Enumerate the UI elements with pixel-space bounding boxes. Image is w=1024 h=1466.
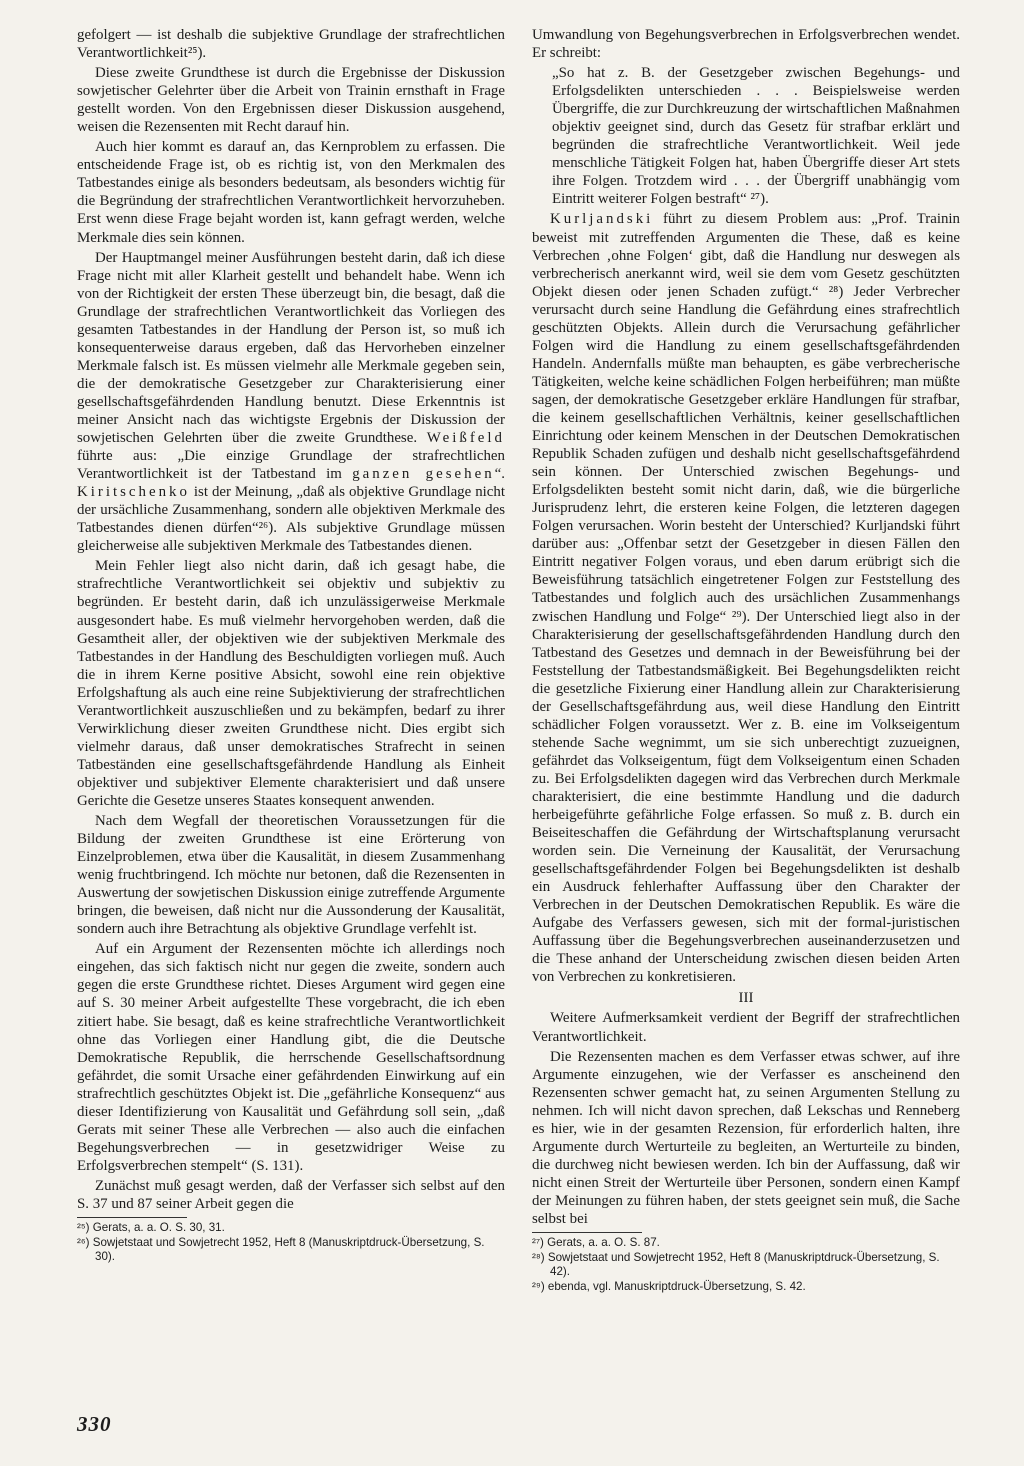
author-name-weissfeld: Weißfeld [426, 430, 505, 447]
footnote: ²⁹) ebenda, vgl. Manuskriptdruck-Übersetzung, S. 42. [532, 1279, 806, 1293]
footnotes-left [77, 1221, 505, 1265]
emphasis: ganzen gesehen [352, 466, 495, 483]
quote-end: “. [494, 466, 505, 483]
section-heading: III [738, 990, 754, 1007]
page-number: 330 [77, 1412, 112, 1436]
paragraph: Die Rezensenten machen es dem Verfasser etwas schwer, auf ihre Argumente einzugehen, wie der Verfasser es anscheinend den Rezensenten schwer gemacht hat, zu seinen Argumenten Stellung zu nehmen. Ich will nicht davon sprechen, daß Lekschas und Renneberg es hier, wie in der gesamten Rezension, für erforderlich halten, ihre Argumente durch Werturteile zu begleiten, an Werturteile zu binden, die durchweg nicht bewiesen werden. Ich bin der Auffassung, daß wir nicht einen Streit der Werturteile über Personen, sondern einen Kampf der Meinungen zu führen haben, der stets geeignet sein muß, die Sache selbst bei [532, 1048, 960, 1227]
footnote: ²⁵) Gerats, a. a. O. S. 30, 31. [77, 1221, 225, 1235]
footnote: ²⁷) Gerats, a. a. O. S. 87. [532, 1236, 660, 1250]
paragraph: Zunächst muß gesagt werden, daß der Verfasser sich selbst auf den S. 37 und 87 seiner Arbeit gegen die [77, 1177, 505, 1212]
kiritschenko-quote: ist der Meinung, „daß als objektive Grundlage nicht der ursächliche Zusammenhang, sondern alle objektiven Merkmale des Tatbestandes dienen dürfen“²⁶). Als subjektive Grundlage müssen gleicherweise alle subjektiven Merkmale des Tatbestandes dienen. [77, 484, 505, 555]
paragraph: Weitere Aufmerksamkeit verdient der Begriff der strafrechtlichen Verantwortlichkeit. [532, 1010, 960, 1045]
paragraph: Diese zweite Grundthese ist durch die Ergebnisse der Diskussion sowjetischer Gelehrter über die Arbeit von Trainin ernsthaft in Frage gestellt worden. Von den Ergebnissen dieser Diskussion ausgehend, weisen die Rezensenten mit Recht darauf hin. [77, 65, 505, 136]
footnote-divider [77, 1217, 187, 1218]
paragraph-text: führt zu diesem Problem aus: „Prof. Trainin beweist mit zutreffenden Argumenten die These, daß es keine Verbrechen ‚ohne Folgen‘ gibt, daß die Handlung nur deswegen als verbrecherisch anerkannt wird, weil sie dem vom Gesetz geschützten Objekt diesen oder jenen Schaden zufügt.“ ²⁸) Jeder Verbrecher verursacht durch seine Handlung die Gefährdung eines strafrechtlich geschützten Objekts. Allein durch die Verursachung gefährlicher Folgen wird die Handlung zu einem gesellschaftsgefährdenden Handeln. Andernfalls müßte man behaupten, es gäbe verbrecherische Tätigkeiten, welche keine schädlichen Folgen herbeiführen; man müßte sagen, der demokratische Gesetzgeber erkläre Handlungen für strafbar, die keinem gesellschaftlichen Verhältnis, keiner gesellschaftlichen Einrichtung oder keinem Menschen in der Deutschen Demokratischen Republik Schaden zufügen und deshalb nicht gesellschaftsgefährdend sein können. Der Unterschied zwischen Begehungs- und Erfolgsdelikten besteht somit nicht darin, daß, wie die bürgerliche Jurisprudenz lehrt, die ersteren keine Folgen, die letzteren dagegen Folgen verursachen. Worin besteht der Unterschied? Kurljandski führt darüber aus: „Offenbar setzt der Gesetzgeber in diesen Fällen den Eintritt negativer Folgen voraus, und eben darum erübrigt sich die Beweisführung tatsächlich eingetretener Folgen zur Feststellung des Tatbestandes und folglich auch des ursächlichen Zusammenhangs zwischen Handlung und Folge“ ²⁹). Der Unterschied liegt also in der Charakterisierung der gesellschaftsgefährdenden Handlung durch den Tatbestand des Gesetzes und demnach in der Beweisführung bei der Feststellung der Tatbestandsmäßigkeit. Bei Begehungsdelikten reicht die gesetzliche Fixierung einer Handlung allein zur Charakterisierung der Gesellschaftsgefährdung aus, weil diese Handlung den Eintritt schädlicher Folgen voraussetzt. Wer z. B. eine im Volkseigentum stehende Sache wegnimmt, um sie sich unberechtigt zuzueignen, gefährdet das Volkseigentum, fügt dem Volkseigentum einen Schaden zu. Bei Erfolgsdelikten dagegen wird das Verbrechen durch Merkmale charakterisiert, die eine bestimmte Handlung und die dadurch herbeigeführte gefährliche Folge erfassen. So muß z. B. durch ein Beiseiteschaffen die Gefährdung der Wirtschaftsplanung verursacht worden sein. Die Verneinung der Kausalität, der Verursachung gesellschaftsgefährdender Folgen bei Begehungsdelikten ist deshalb ein Ausdruck fehlerhafter Auffassung über den Charakter der Verbrechen in der Deutschen Demokratischen Republik. Es wäre die Aufgabe des Verfassers gewesen, sich mit der formal-juristischen Auffassung über die Begehungsverbrechen auseinanderzusetzen und die These anhand der Unterscheidung zwischen diesen beiden Arten von Verbrechen zu konkretisieren. [532, 211, 960, 986]
block-quote: „So hat z. B. der Gesetzgeber zwischen Begehungs- und Erfolgsdelikten unterschieden . . . Beispielsweise werden Übergriffe, die zur Durchkreuzung der wirtschaftlichen Maßnahmen objektiv geeignet sind, durch das Gesetz für strafbar erklärt und begründen die strafrechtliche Verantwortlichkeit. Weil jede menschliche Tätigkeit Folgen hat, haben Übergriffe dieser Art stets ihre Folgen. Trotzdem wird . . . der Übergriff unabhängig vom Eintritt weiterer Folgen bestraft“ ²⁷). [552, 65, 960, 208]
paragraph: Auf ein Argument der Rezensenten möchte ich allerdings noch eingehen, das sich faktisch nicht nur gegen die zweite, sondern auch gegen die erste Grundthese richtet. Dieses Argument wird gegen eine auf S. 30 meiner Arbeit aufgestellte These vorgebracht, die ich eben zitiert habe. Sie besagt, daß es keine strafrechtliche Verantwortlichkeit ohne das Vorliegen einer Handlung gibt, die die Deutsche Demokratische Republik, die herrschende Gesellschaftsordnung gefährdet, die somit Ursache einer gefährdenden Einwirkung auf ein strafrechtlich geschütztes Objekt ist. Die „gefährliche Konsequenz“ aus dieser Identifizierung von Kausalität und Gefährdung soll sein, „daß Gerats mit seiner These alle Verbrechen — also auch die einfachen Begehungsverbrechen — in gesetzwidriger Weise zu Erfolgsverbrechen stempelt“ (S. 131). [77, 941, 505, 1174]
left-column [77, 26, 505, 1265]
left-column-text [77, 26, 505, 1213]
paragraph: Mein Fehler liegt also nicht darin, daß ich gesagt habe, die strafrechtliche Verantwortlichkeit sei objektiv und subjektiv zu begründen. Er besteht darin, daß ich unzulässigerweise Merkmale ausgesondert habe. Es muß vielmehr hervorgehoben werden, daß die Gesamtheit aller, der objektiven wie der subjektiven Merkmale des Tatbestandes in der Handlung des Beschuldigten vorliegen muß. Auch die in ihrem Kerne positive Absicht, sowohl eine rein objektive Erfolgshaftung als auch eine reine Subjektivierung der strafrechtlichen Verantwortlichkeit auszuschließen und zu bekämpfen, bedarf zu ihrer Verwirklichung dieser zweiten Grundthese nicht. Dies ergibt sich vielmehr daraus, daß unser demokratisches Strafrecht in seinen Tatbeständen eine gesellschaftsgefährdende Handlung als Einheit objektiver und subjektiver Elemente charakterisiert und daß unsere Gerichte die Gesetze unseres Staates konsequent anwenden. [77, 558, 505, 809]
paragraph [532, 210, 960, 986]
paragraph: Auch hier kommt es darauf an, das Kernproblem zu erfassen. Die entscheidende Frage ist, ob es richtig ist, von den Merkmalen des Tatbestandes einige als besonders bedeutsam, als besonders wichtig für die Begründung der strafrechtlichen Verantwortlichkeit hervorzuheben. Erst wenn diese Frage bejaht worden ist, kann gefragt werden, welche Merkmale dies sein können. [77, 139, 505, 246]
right-column [532, 26, 960, 1294]
author-name-kiritschenko: Kiritschenko [77, 484, 190, 501]
paragraph: gefolgert — ist deshalb die subjektive Grundlage der strafrechtlichen Verantwortlichkeit²⁵). [77, 27, 505, 62]
right-column-text [532, 26, 960, 1228]
footnote-divider [532, 1232, 642, 1233]
footnotes-right [532, 1236, 960, 1294]
paragraph-text: Der Hauptmangel meiner Ausführungen besteht darin, daß ich diese Frage nicht mit aller Klarheit gestellt und behandelt habe. Wenn ich von der Richtigkeit der ersten These überzeugt bin, die besagt, daß die Grundlage der strafrechtlichen Verantwortlichkeit das Vorliegen des gesamten Tatbestandes in der Handlung der Person ist, so muß ich konsequenterweise daraus ergeben, daß das Hervorheben einzelner Merkmale falsch ist. Es müssen vielmehr alle Merkmale gegeben sein, die der demokratische Gesetzgeber zur Charakterisierung einer gesellschaftsgefährdenden Handlung benutzt. Diese Erkenntnis ist meiner Ansicht nach das wichtigste Ergebnis der Diskussion der sowjetischen Gelehrten über die zweite Grundthese. [77, 249, 505, 447]
footnote: ²⁶) Sowjetstaat und Sowjetrecht 1952, Heft 8 (Manuskriptdruck-Übersetzung, S. 30). [77, 1235, 485, 1264]
paragraph: Umwandlung von Begehungsverbrechen in Erfolgsverbrechen wendet. Er schreibt: [532, 27, 960, 62]
footnote: ²⁸) Sowjetstaat und Sowjetrecht 1952, Heft 8 (Manuskriptdruck-Übersetzung, S. 42). [532, 1250, 940, 1279]
author-name-kurljandski: Kurljandski [550, 211, 654, 228]
paragraph: Nach dem Wegfall der theoretischen Voraussetzungen für die Bildung der zweiten Grundthese ist eine Erörterung von Einzelproblemen, etwa über die Kausalität, in diesem Zusammenhang wenig fruchtbringend. Ich möchte nur betonen, daß die Rezensenten in Auswertung der sowjetischen Diskussion einige zutreffende Argumente bringen, die beweisen, daß nicht nur die Aussonderung der Kausalität, sondern auch ihre Betrachtung als objektive Grundlage verfehlt ist. [77, 813, 505, 938]
weissfeld-quote: führte aus: „Die einzige Grundlage der strafrechtlichen Verantwortlichkeit ist der Tatbestand im [77, 448, 505, 483]
paragraph [77, 249, 505, 556]
